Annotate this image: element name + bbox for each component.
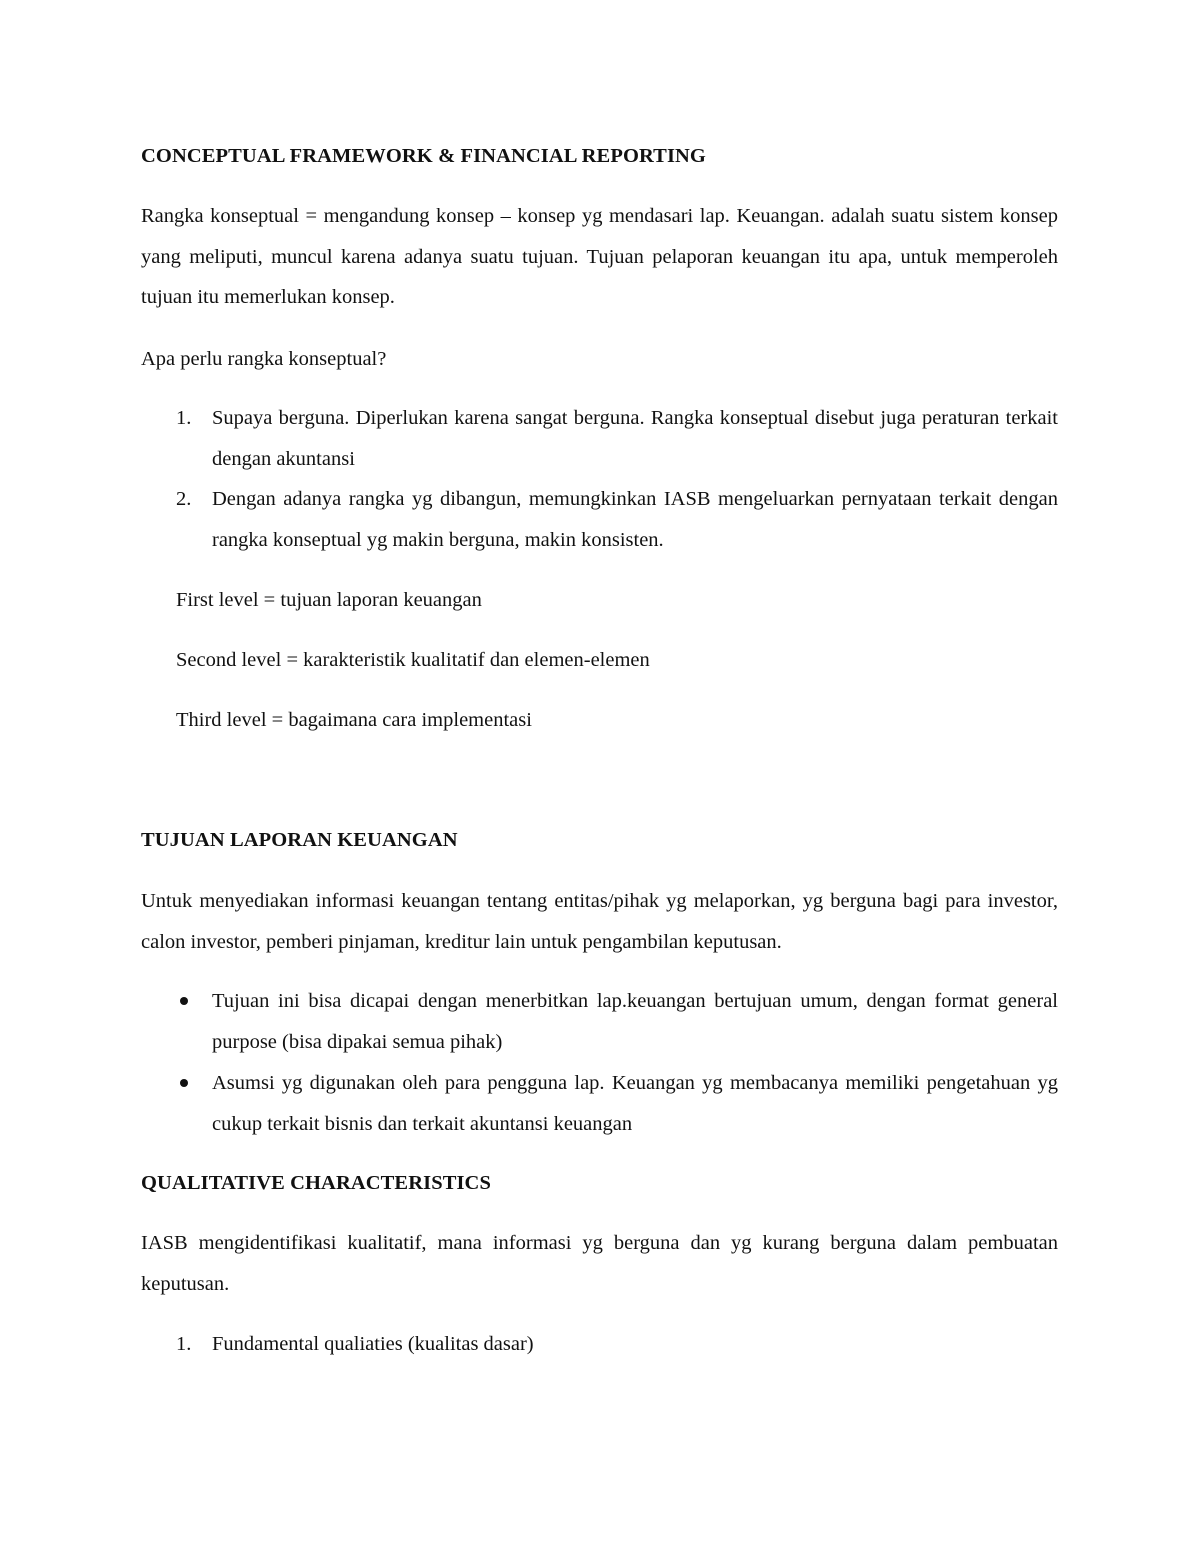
level-line-third: Third level = bagaimana cara implementasi	[176, 709, 532, 731]
bullet-icon	[180, 997, 188, 1005]
list-item-text: Tujuan ini bisa dicapai dengan menerbitkan lap.keuangan bertujuan umum, dengan format general purpose (bisa dipakai semua pihak)	[212, 990, 1058, 1053]
list-number: 1.	[176, 407, 192, 429]
list-number: 1.	[176, 1333, 192, 1355]
section-heading-conceptual-framework: CONCEPTUAL FRAMEWORK & FINANCIAL REPORTING	[141, 145, 706, 167]
list-item-text: Fundamental qualiaties (kualitas dasar)	[212, 1333, 534, 1355]
bullet-list-item	[141, 1063, 1058, 1144]
list-item-text: Asumsi yg digunakan oleh para pengguna lap. Keuangan yg membacanya memiliki pengetahuan yg cukup terkait bisnis dan terkait akuntansi keuangan	[212, 1072, 1058, 1135]
bullet-list-item	[141, 981, 1058, 1062]
list-item-text: Dengan adanya rangka yg dibangun, memungkinkan IASB mengeluarkan pernyataan terkait dengan rangka konseptual yg makin berguna, makin konsisten.	[212, 488, 1058, 551]
list-item-text: Supaya berguna. Diperlukan karena sangat berguna. Rangka konseptual disebut juga peraturan terkait dengan akuntansi	[212, 407, 1058, 470]
paragraph-rangka-konseptual: Rangka konseptual = mengandung konsep – konsep yg mendasari lap. Keuangan. adalah suatu sistem konsep yang meliputi, muncul karena adanya suatu tujuan. Tujuan pelaporan keuangan itu apa, untuk memperoleh tujuan itu memerlukan konsep.	[141, 205, 1058, 308]
paragraph-qualitative: IASB mengidentifikasi kualitatif, mana informasi yg berguna dan yg kurang berguna dalam pembuatan keputusan.	[141, 1232, 1058, 1295]
level-line-first: First level = tujuan laporan keuangan	[176, 589, 482, 611]
numbered-list-item	[141, 398, 1058, 479]
section-heading-tujuan: TUJUAN LAPORAN KEUANGAN	[141, 829, 458, 851]
paragraph-tujuan: Untuk menyediakan informasi keuangan tentang entitas/pihak yg melaporkan, yg berguna bagi para investor, calon investor, pemberi pinjaman, kreditur lain untuk pengambilan keputusan.	[141, 890, 1058, 953]
section-heading-qualitative: QUALITATIVE CHARACTERISTICS	[141, 1172, 491, 1194]
paragraph-question: Apa perlu rangka konseptual?	[141, 348, 387, 370]
list-number: 2.	[176, 488, 192, 510]
numbered-list-item	[141, 479, 1058, 560]
level-line-second: Second level = karakteristik kualitatif dan elemen-elemen	[176, 649, 650, 671]
bullet-icon	[180, 1079, 188, 1087]
numbered-list-item	[141, 1324, 1058, 1365]
